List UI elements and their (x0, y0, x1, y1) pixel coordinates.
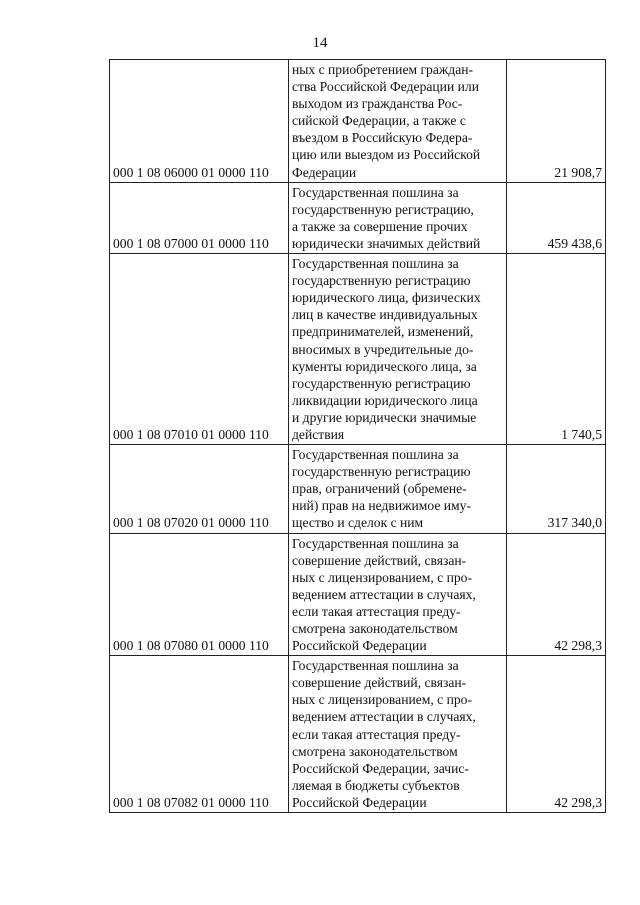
revenue-name-line: и другие юридически значимые (292, 409, 477, 425)
revenue-name-cell (289, 533, 507, 656)
table-row (110, 533, 606, 656)
revenue-name-line: щество и сделок с ним (292, 515, 424, 531)
revenue-name-line: Российской Федерации (292, 794, 427, 810)
amount-cell: 459 438,6 (507, 182, 606, 253)
revenue-name-line: юридически значимых действий (292, 235, 481, 251)
amount-cell: 42 298,3 (507, 533, 606, 656)
revenue-name-line: государственную регистрацию (292, 375, 471, 391)
revenue-name-line: ства Российской Федерации или (292, 79, 479, 95)
revenue-name-line: действия (292, 426, 345, 442)
amount-cell: 1 740,5 (507, 254, 606, 445)
amount-cell: 42 298,3 (507, 656, 606, 813)
table-row (110, 182, 606, 253)
revenue-name-line: ведением аттестации в случаях, (292, 709, 476, 725)
revenue-name-line: ликвидации юридического лица (292, 392, 478, 408)
revenue-code-cell: 000 1 08 07020 01 0000 110 (110, 445, 289, 533)
revenue-name-line: совершение действий, связан- (292, 675, 467, 691)
revenue-code-cell: 000 1 08 07010 01 0000 110 (110, 254, 289, 445)
revenue-code-cell: 000 1 08 07082 01 0000 110 (110, 656, 289, 813)
revenue-name-line: прав, ограничений (обремене- (292, 481, 467, 497)
revenue-code-cell: 000 1 08 06000 01 0000 110 (110, 60, 289, 183)
revenue-name-line: Государственная пошлина за (292, 184, 459, 200)
revenue-name-cell (289, 445, 507, 533)
amount-cell: 317 340,0 (507, 445, 606, 533)
table-row (110, 254, 606, 445)
revenue-name-line: государственную регистрацию (292, 273, 471, 289)
revenue-name-cell (289, 656, 507, 813)
revenue-name-line: цию или выездом из Российской (292, 147, 481, 163)
table-row (110, 656, 606, 813)
revenue-name-line: предпринимателей, изменений, (292, 324, 474, 340)
revenue-name-line: Государственная пошлина за (292, 658, 459, 674)
revenue-name-line: государственную регистрацию, (292, 201, 474, 217)
revenue-name-cell (289, 254, 507, 445)
page-number: 14 (312, 35, 328, 51)
table-row (110, 445, 606, 533)
table-row (110, 60, 606, 183)
revenue-name-line: Российской Федерации (292, 638, 427, 654)
revenue-name-line: ных с лицензированием, с про- (292, 569, 472, 585)
revenue-name-line: если такая аттестация преду- (292, 603, 461, 619)
revenue-name-line: ляемая в бюджеты субъектов (292, 777, 460, 793)
revenue-name-line: государственную регистрацию (292, 464, 471, 480)
revenue-name-line: кументы юридического лица, за (292, 358, 477, 374)
revenue-name-line: ний) прав на недвижимое иму- (292, 498, 471, 514)
revenue-name-line: смотрена законодательством (292, 743, 458, 759)
revenue-name-line: Федерации (292, 164, 357, 180)
revenue-name-line: смотрена законодательством (292, 621, 458, 636)
revenue-name-line: если такая аттестация преду- (292, 726, 461, 742)
revenue-name-line: а также за совершение прочих (292, 218, 468, 234)
revenue-name-line: выходом из гражданства Рос- (292, 96, 463, 112)
revenue-name-line: ных с лицензированием, с про- (292, 692, 472, 708)
revenue-name-cell (289, 182, 507, 253)
budget-revenue-table (109, 59, 606, 813)
table-body (110, 60, 606, 813)
revenue-name-line: юридического лица, физических (292, 290, 481, 306)
revenue-name-line: совершение действий, связан- (292, 552, 467, 568)
revenue-name-line: сийской Федерации, а также с (292, 113, 466, 129)
revenue-name-line: Российской Федерации, зачис- (292, 760, 469, 776)
revenue-name-line: Государственная пошлина за (292, 535, 459, 551)
revenue-name-cell (289, 60, 507, 183)
revenue-name-line: въездом в Российскую Федера- (292, 130, 473, 146)
revenue-name-line: ных с приобретением граждан- (292, 62, 474, 77)
revenue-name-line: лиц в качестве индивидуальных (292, 307, 478, 323)
revenue-name-line: Государственная пошлина за (292, 447, 459, 463)
revenue-name-line: ведением аттестации в случаях, (292, 586, 476, 602)
revenue-name-line: Государственная пошлина за (292, 256, 459, 272)
amount-cell: 21 908,7 (507, 60, 606, 183)
revenue-code-cell: 000 1 08 07080 01 0000 110 (110, 533, 289, 656)
revenue-code-cell: 000 1 08 07000 01 0000 110 (110, 182, 289, 253)
revenue-name-line: вносимых в учредительные до- (292, 341, 474, 357)
